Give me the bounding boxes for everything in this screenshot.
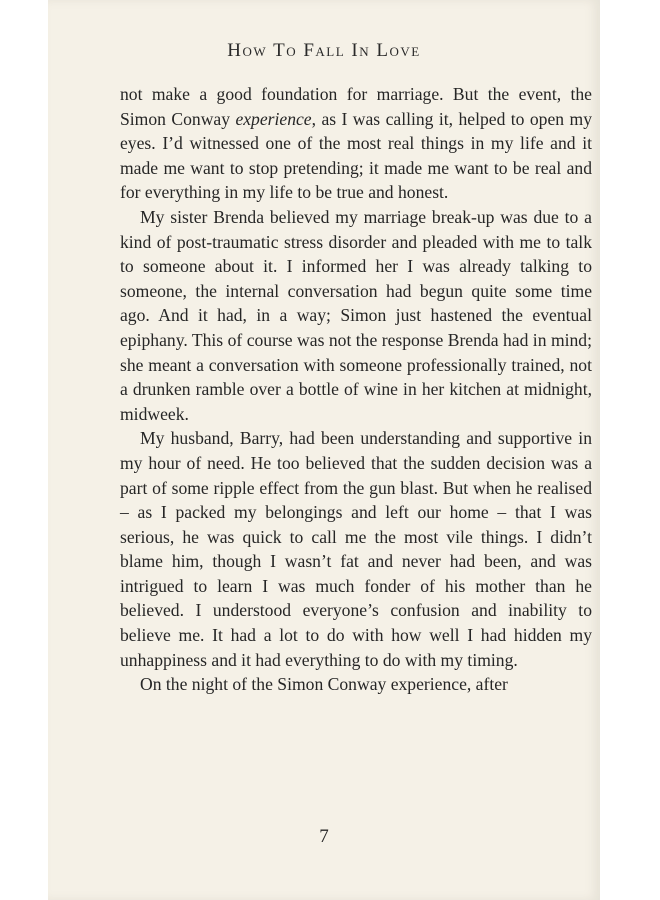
page-number: 7 — [319, 826, 329, 847]
running-head: How To Fall In Love — [227, 40, 421, 61]
paragraph-1-text-before: not make a good foundation for marriage. But the event, the Simon Conway — [120, 84, 592, 129]
paragraph-continuation — [120, 82, 592, 205]
book-page — [48, 0, 600, 900]
body-text — [120, 82, 592, 697]
paragraph-simon-conway-night: On the night of the Simon Conway experience, after — [140, 674, 508, 695]
paragraph-barry: My husband, Barry, had been understanding and supportive in my hour of need. He too believed that the sudden decision was a part of some ripple effect from the gun blast. But when he realised – as I packed my belongings and left our home – that I was serious, he was quick to call me the most vile things. I didn’t blame him, though I wasn’t fat and never had been, and was intrigued to learn I was much fonder of his mother than he believed. I understood everyone’s confusion and inability to believe me. It had a lot to do with how well I had hidden my unhappiness and it had everything to do with my timing. — [120, 428, 592, 670]
emphasis-experience: experience — [235, 108, 312, 129]
paragraph-brenda: My sister Brenda believed my marriage break-up was due to a kind of post-traumatic stress disorder and pleaded with me to talk to someone about it. I informed her I was already talking to someone, the internal conversation had begun quite some time ago. And it had, in a way; Simon just hastened the eventual epiphany. This of course was not the response Brenda had in mind; she meant a conversation with someone professionally trained, not a drunken ramble over a bottle of wine in her kitchen at midnight, midweek. — [120, 206, 592, 424]
paragraph-1-text-after: , as I was calling it, helped to open my eyes. I’d witnessed one of the most real things in my life and it made me want to stop pretending; it made me want to be real and for everything in my life to be true and honest. — [120, 108, 592, 203]
